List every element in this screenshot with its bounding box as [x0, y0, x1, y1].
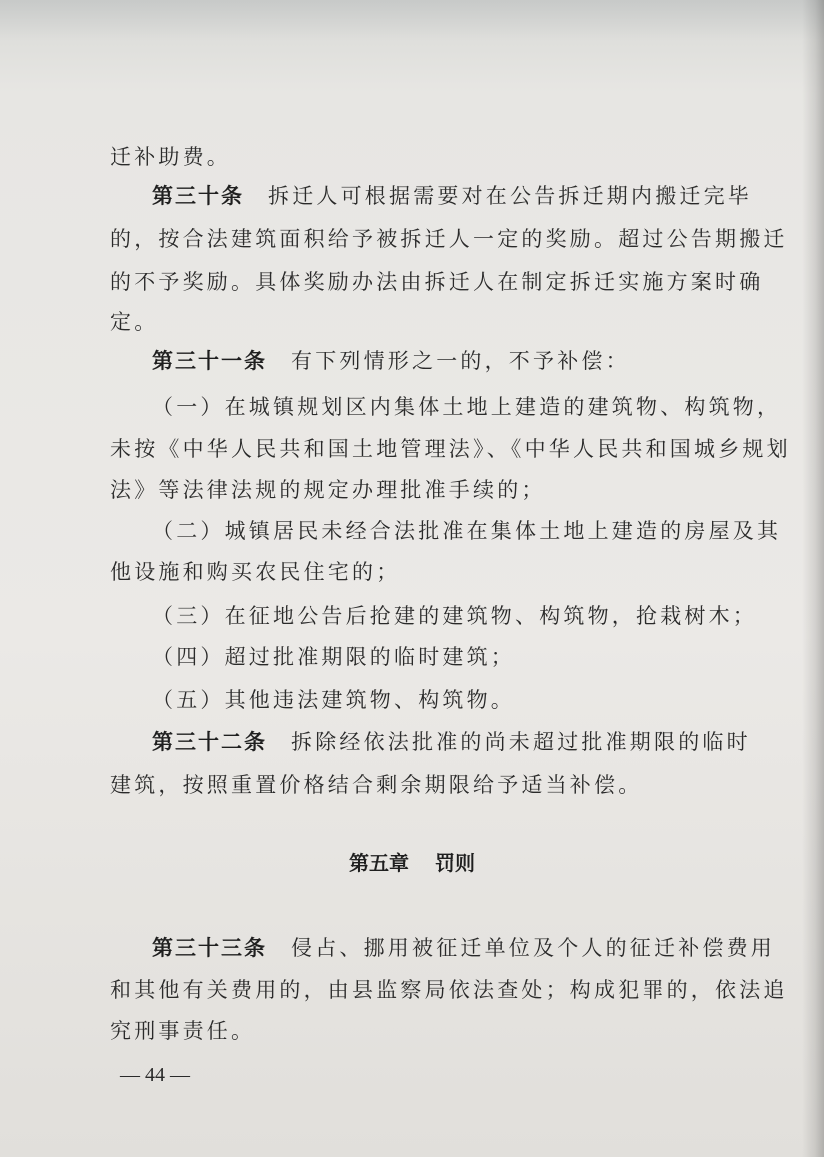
text-line: 未按《中华人民共和国土地管理法》、《中华人民共和国城乡规划 — [110, 437, 791, 461]
article-number: 第三十二条 — [152, 730, 267, 754]
article-31-first-line — [152, 346, 630, 376]
article-30-first-line — [152, 181, 752, 211]
text-line: 侵占、挪用被征迁单位及个人的征迁补偿费用 — [291, 936, 775, 960]
chapter-number: 第五章 — [349, 851, 409, 875]
article-number: 第三十一条 — [152, 349, 267, 373]
text-line: （五）其他违法建筑物、构筑物。 — [152, 688, 515, 712]
text-line: 迁补助费。 — [110, 145, 231, 169]
text-line: 的不予奖励。具体奖励办法由拆迁人在制定拆迁实施方案时确 — [110, 270, 764, 294]
text-line: 法》等法律法规的规定办理批准手续的； — [110, 478, 546, 502]
page-number: — 44 — — [120, 1064, 190, 1086]
text-line: 建筑，按照重置价格结合剩余期限给予适当补偿。 — [110, 773, 643, 797]
text-line: 究刑事责任。 — [110, 1019, 256, 1043]
text-line: （三）在征地公告后抢建的建筑物、构筑物，抢栽树木； — [152, 604, 757, 628]
text-line: 有下列情形之一的，不予补偿： — [291, 349, 630, 373]
text-line: 的，按合法建筑面积给予被拆迁人一定的奖励。超过公告期搬迁 — [110, 227, 788, 251]
text-line: （四）超过批准期限的临时建筑； — [152, 645, 515, 669]
text-line: 和其他有关费用的，由县监察局依法查处；构成犯罪的，依法追 — [110, 978, 788, 1002]
text-line: 拆迁人可根据需要对在公告拆迁期内搬迁完毕 — [268, 184, 752, 208]
article-32-first-line — [152, 727, 751, 757]
text-line: 定。 — [110, 310, 159, 334]
article-33-first-line — [152, 933, 775, 963]
chapter-heading — [0, 848, 824, 878]
article-number: 第三十条 — [152, 184, 244, 208]
text-line: 拆除经依法批准的尚未超过批准期限的临时 — [291, 730, 751, 754]
chapter-title: 罚则 — [435, 851, 475, 875]
text-line: （一）在城镇规划区内集体土地上建造的建筑物、构筑物， — [152, 395, 782, 419]
article-number: 第三十三条 — [152, 936, 267, 960]
text-line: （二）城镇居民未经合法批准在集体土地上建造的房屋及其 — [152, 519, 782, 543]
text-line: 他设施和购买农民住宅的； — [110, 560, 401, 584]
